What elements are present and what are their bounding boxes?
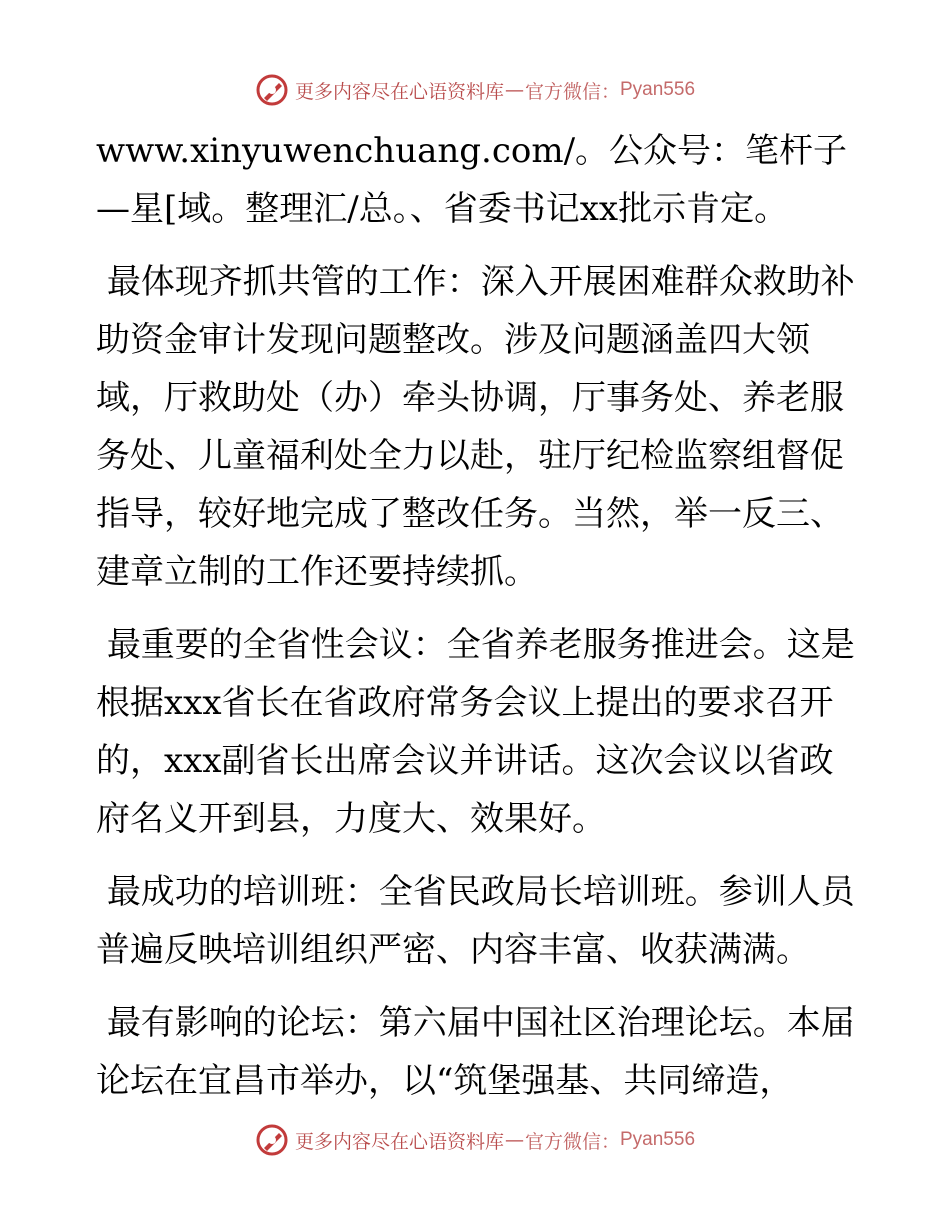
paragraph-joint-management: 最体现齐抓共管的工作：深入开展困难群众救助补助资金审计发现问题整改。涉及问题涵盖四大领域，厅救助处（办）牵头协调，厅事务处、养老服务处、儿童福利处全力以赴，驻厅纪检监察组督促指导，较好地完成了整改任务。当然，举一反三、建章立制的工作还要持续抓。 (96, 262, 855, 592)
header-wechat-id: Pyan556 (620, 79, 696, 100)
footer-wechat-label: 官方微信： (524, 1130, 620, 1153)
footer-watermark-banner (0, 1122, 950, 1158)
header-wechat-label: 官方微信： (524, 80, 620, 103)
header-watermark-banner (0, 72, 950, 108)
pen-logo-icon (255, 73, 289, 107)
footer-dash: — (504, 1129, 524, 1151)
header-site-text: 更多内容尽在心语资料库 (294, 80, 504, 103)
footer-site-text: 更多内容尽在心语资料库 (294, 1130, 504, 1153)
pen-logo-icon (255, 1123, 289, 1157)
header-dash: — (504, 79, 524, 101)
paragraph-forum: 最有影响的论坛：第六届中国社区治理论坛。本届论坛在宜昌市举办，以“筑堡强基、共同缔造， (96, 1003, 855, 1101)
paragraph-training-class: 最成功的培训班：全省民政局长培训班。参训人员普遍反映培训组织严密、内容丰富、收获满满。 (96, 872, 855, 970)
document-body (96, 122, 856, 1110)
paragraph-provincial-meeting: 最重要的全省性会议：全省养老服务推进会。这是根据xxx省长在省政府常务会议上提出的要求召开的，xxx副省长出席会议并讲话。这次会议以省政府名义开到县，力度大、效果好。 (96, 625, 855, 839)
paragraph-intro: www.xinyuwenchuang.com/。公众号：笔杆子—星[域。整理汇/总。、省委书记xx批示肯定。 (96, 131, 848, 229)
footer-wechat-id: Pyan556 (620, 1129, 696, 1150)
